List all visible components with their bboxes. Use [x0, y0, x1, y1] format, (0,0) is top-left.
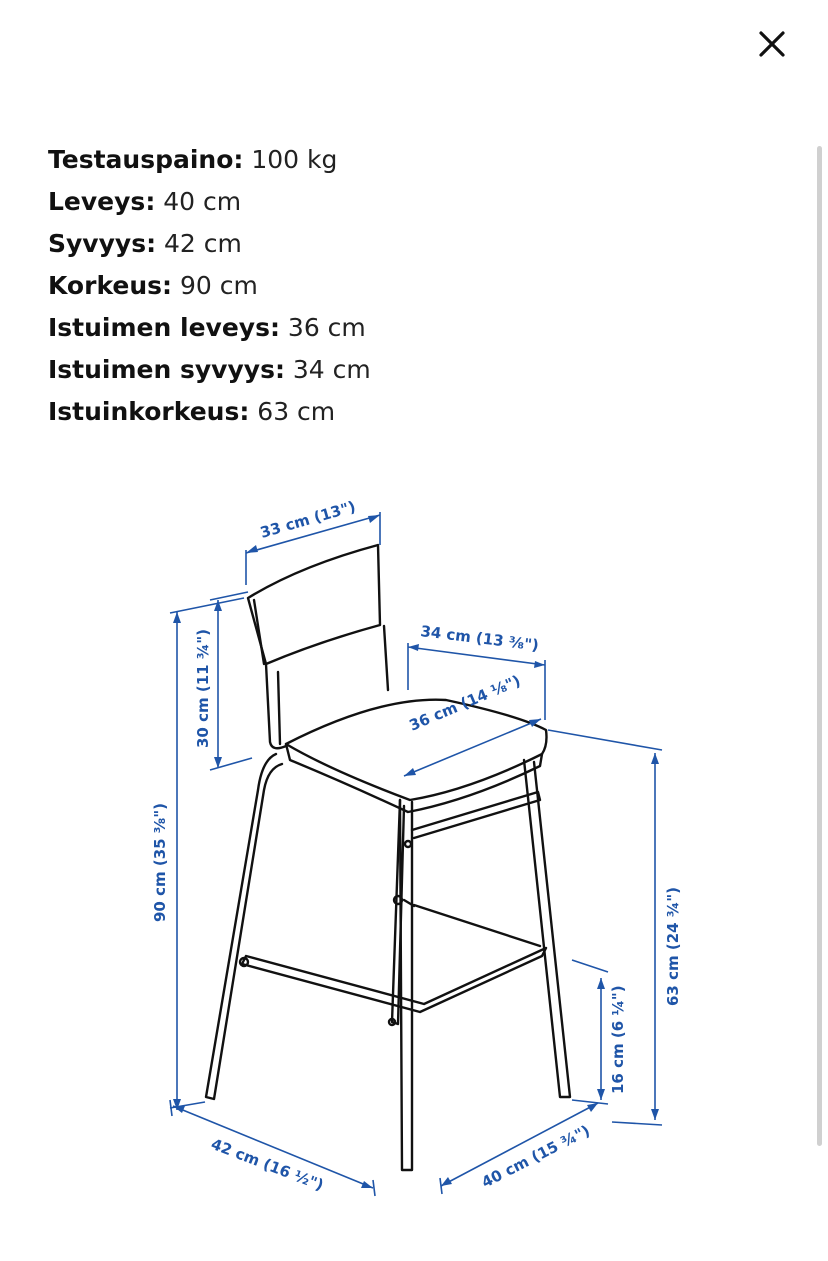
bar-stool-drawing — [0, 460, 828, 1240]
spec-depth — [48, 223, 748, 265]
dim-depth-label: 42 cm (16 ½") — [208, 1134, 327, 1195]
spec-value: 42 cm — [164, 229, 242, 258]
dimension-arrowheads — [173, 515, 659, 1188]
spec-value: 100 kg — [251, 145, 338, 174]
spec-value: 63 cm — [257, 397, 336, 426]
spec-label: Syvyys: — [48, 229, 157, 258]
dim-footrest-height-label: 16 cm (6 ¼") — [609, 985, 627, 1094]
close-button[interactable] — [750, 22, 794, 66]
spec-value: 36 cm — [287, 313, 366, 342]
spec-seat-width — [48, 307, 748, 349]
dimension-diagram — [0, 460, 828, 1240]
specifications-list — [48, 139, 748, 433]
dim-back-height-label: 30 cm (11 ¾") — [194, 629, 212, 748]
spec-label: Istuinkorkeus: — [48, 397, 250, 426]
spec-label: Korkeus: — [48, 271, 173, 300]
spec-label: Leveys: — [48, 187, 156, 216]
spec-value: 34 cm — [292, 355, 371, 384]
dim-seat-width-label: 36 cm (14 ⅛") — [406, 671, 524, 735]
spec-test-weight — [48, 139, 748, 181]
close-icon — [758, 30, 786, 58]
spec-value: 90 cm — [179, 271, 258, 300]
dim-back-width-label: 33 cm (13") — [258, 497, 358, 542]
spec-height — [48, 265, 748, 307]
dim-width-label: 40 cm (15 ¾") — [478, 1121, 593, 1192]
spec-value: 40 cm — [163, 187, 242, 216]
spec-width — [48, 181, 748, 223]
spec-seat-height — [48, 391, 748, 433]
spec-label: Istuimen syvyys: — [48, 355, 285, 384]
dim-total-height-label: 90 cm (35 ⅜") — [151, 803, 169, 922]
dim-seat-depth-label: 34 cm (13 ⅜") — [419, 622, 540, 655]
spec-label: Istuimen leveys: — [48, 313, 280, 342]
spec-seat-depth — [48, 349, 748, 391]
dim-seat-height-label: 63 cm (24 ¾") — [664, 887, 682, 1006]
spec-label: Testauspaino: — [48, 145, 244, 174]
dimension-lines — [170, 512, 662, 1196]
